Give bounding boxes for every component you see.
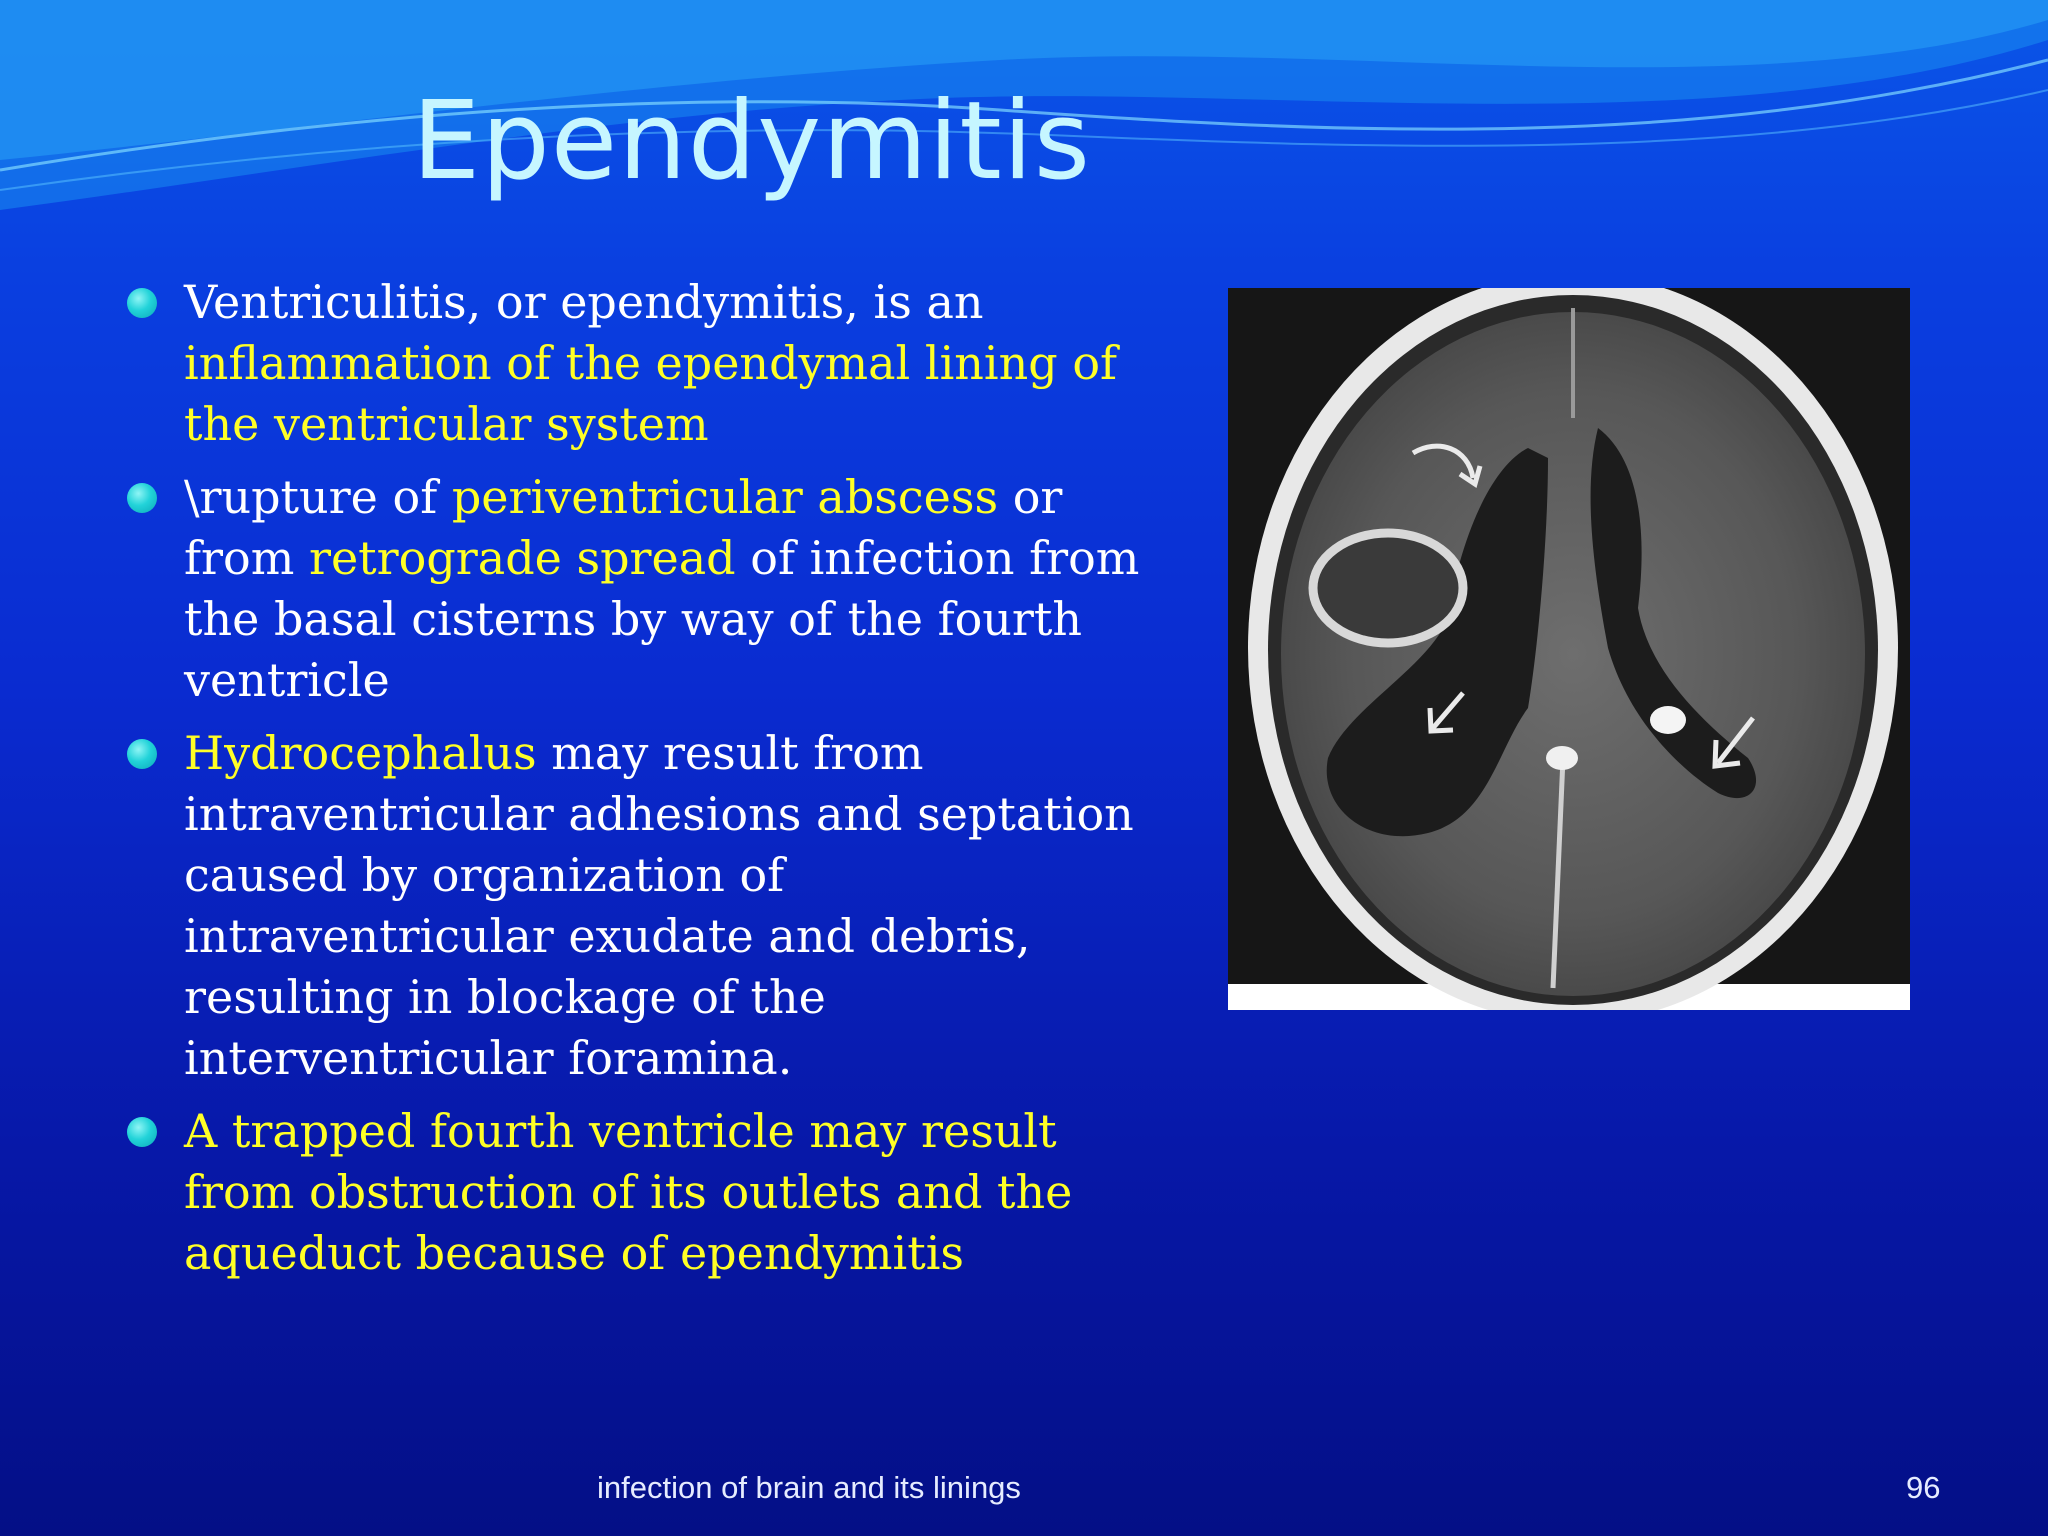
footer-text: infection of brain and its linings bbox=[597, 1470, 1021, 1505]
bullet-item bbox=[120, 467, 1140, 711]
bullet-icon bbox=[127, 288, 157, 318]
bullet-highlight-2a: periventricular abscess bbox=[451, 470, 999, 524]
bullet-highlight-2b: retrograde spread bbox=[308, 531, 736, 585]
bullet-item bbox=[120, 272, 1140, 455]
bullet-item bbox=[120, 1101, 1140, 1284]
slide-title: Ependymitis bbox=[412, 79, 1091, 204]
ct-scan-image bbox=[1228, 288, 1910, 1010]
bullet-text-2a: \rupture of bbox=[184, 470, 452, 524]
bullet-list bbox=[120, 272, 1140, 1296]
bullet-icon bbox=[127, 483, 157, 513]
bullet-highlight-1: inflammation of the ependymal lining of the ventricular system bbox=[184, 336, 1118, 451]
bullet-text-3a: may result from intraventricular adhesions and septation caused by organization of intraventricular exudate and debris, resulting in blockage of the interventricular foramina. bbox=[184, 726, 1134, 1085]
bullet-highlight-4: A trapped fourth ventricle may result from obstruction of its outlets and the aqueduct because of ependymitis bbox=[184, 1104, 1073, 1280]
bullet-text-1a: Ventriculitis, or ependymitis, is an bbox=[184, 275, 984, 329]
page-number: 96 bbox=[1906, 1470, 1941, 1505]
bullet-text-2b: or from bbox=[184, 470, 1063, 585]
ct-scan-drawing bbox=[1228, 288, 1910, 1010]
bullet-highlight-3: Hydrocephalus bbox=[184, 726, 537, 780]
bullet-icon bbox=[127, 1117, 157, 1147]
bullet-item bbox=[120, 723, 1140, 1089]
bullet-icon bbox=[127, 739, 157, 769]
bullet-text-2c: of infection from the basal cisterns by way of the fourth ventricle bbox=[184, 531, 1140, 707]
